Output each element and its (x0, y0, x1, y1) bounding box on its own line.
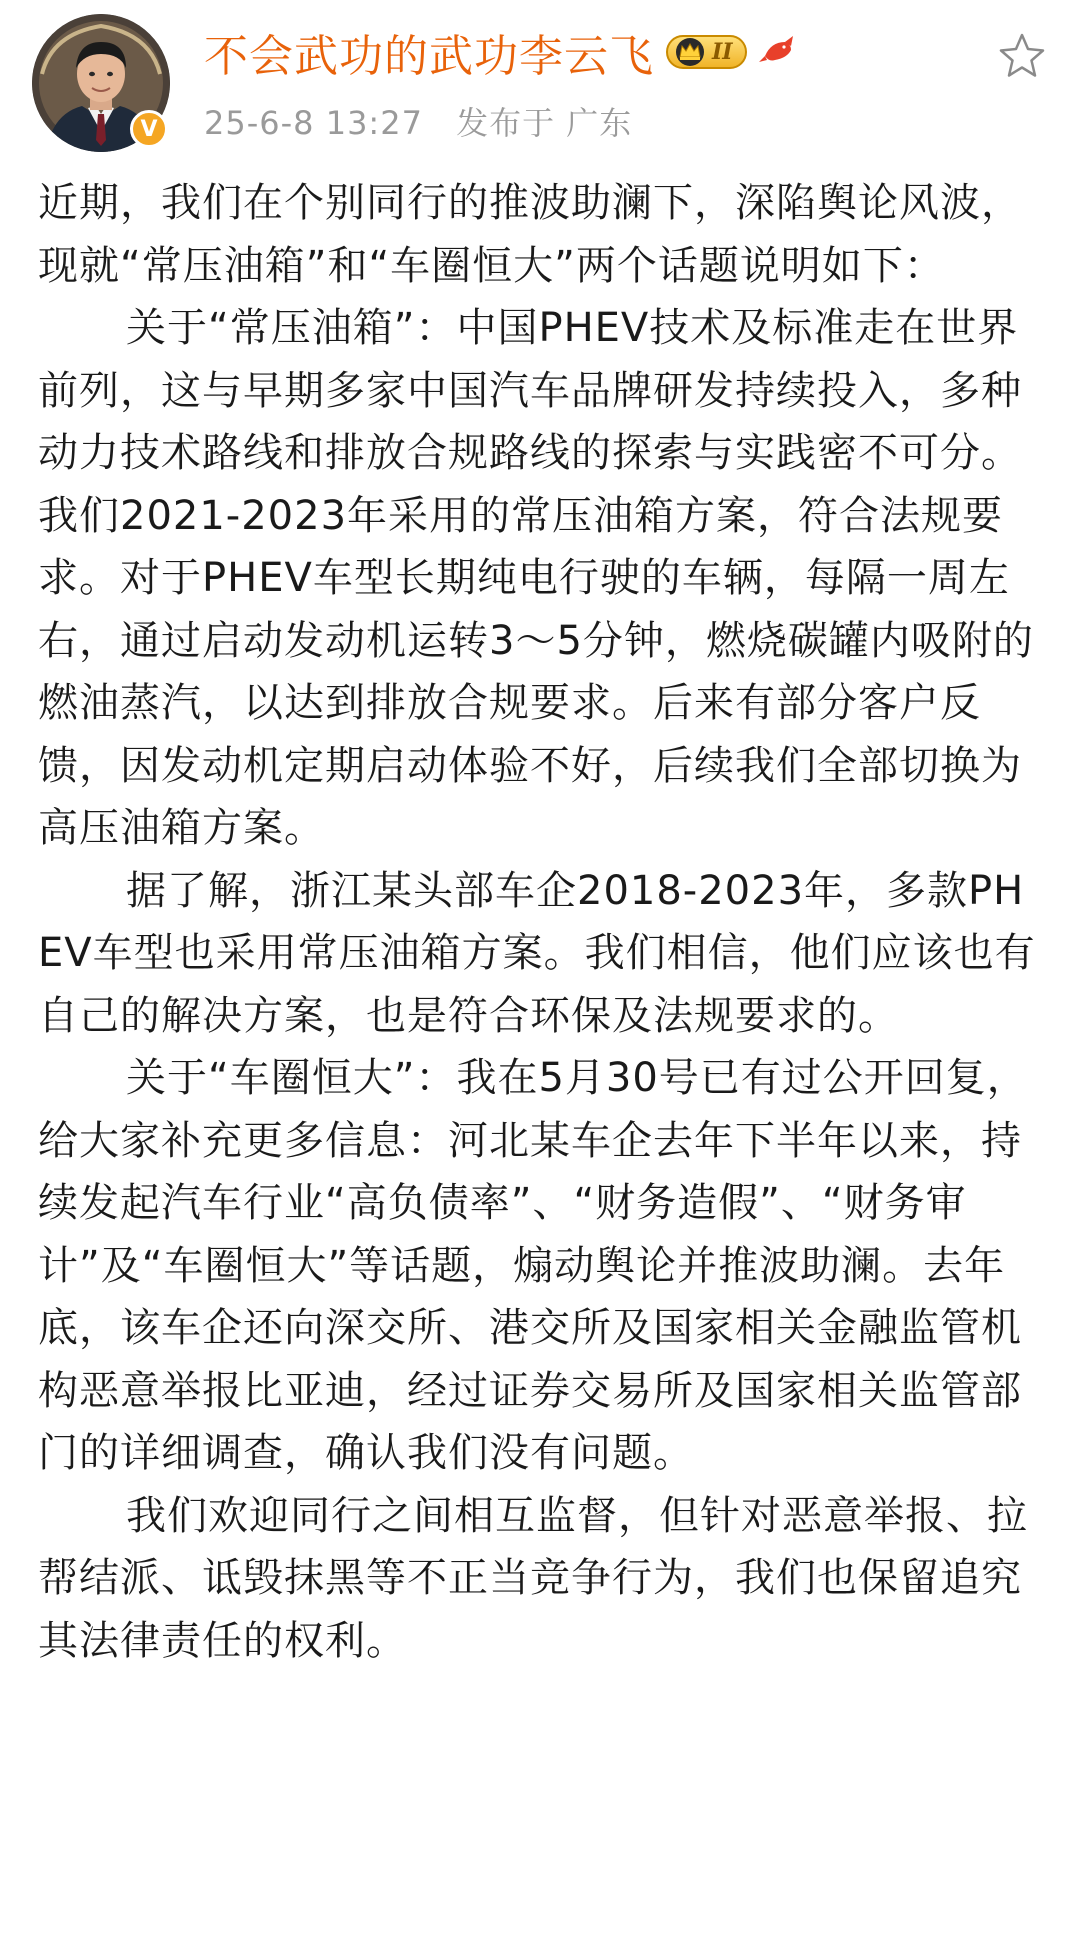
post-timestamp: 25-6-8 13:27 (204, 104, 423, 142)
verified-v-icon: V (130, 110, 168, 148)
post-paragraph-closing: 我们欢迎同行之间相互监督，但针对恶意举报、拉帮结派、诋毁抹黑等不正当竞争行为，我们也保留追究其法律责任的权利。 (38, 1492, 1028, 1664)
crown-badge-icon (672, 37, 708, 67)
post-location: 发布于 广东 (456, 104, 633, 142)
badge-level-text: II (712, 39, 733, 65)
post-paragraph-zhejiang: 据了解，浙江某头部车企2018-2023年，多款PHEV车型也采用常压油箱方案。我们相信，他们应该也有自己的解决方案，也是符合环保及法规要求的。 (38, 867, 1036, 1039)
koi-fish-icon (757, 32, 797, 72)
username[interactable]: 不会武功的武功李云飞 (204, 31, 654, 82)
star-outline-icon (996, 30, 1048, 82)
avatar[interactable] (32, 14, 170, 152)
member-level-badge (666, 35, 747, 69)
post-body (38, 172, 1048, 1672)
post-meta (204, 98, 632, 144)
favorite-button[interactable] (996, 30, 1048, 82)
post-header (0, 0, 1080, 160)
crown-badge[interactable] (666, 32, 747, 72)
username-row (204, 22, 797, 82)
post-paragraph-evergrande: 关于“车圈恒大”：我在5月30号已有过公开回复，给大家补充更多信息：河北某车企去年下半年以来，持续发起汽车行业“高负债率”、“财务造假”、“财务审计”及“车圈恒大”等话题，煽动舆论并推波助澜。去年底，该车企还向深交所、港交所及国家相关金融监管机构恶意举报比亚迪，经过证券交易所及国家相关监管部门的详细调查，确认我们没有问题。 (38, 1055, 1028, 1476)
post-paragraph-intro: 近期，我们在个别同行的推波助澜下，深陷舆论风波，现就“常压油箱”和“车圈恒大”两个话题说明如下： (38, 180, 1022, 289)
post-paragraph-fuel-tank: 关于“常压油箱”：中国PHEV技术及标准走在世界前列，这与早期多家中国汽车品牌研发持续投入，多种动力技术路线和排放合规路线的探索与实践密不可分。我们2021-2023年采用的常压油箱方案，符合法规要求。对于PHEV车型长期纯电行驶的车辆，每隔一周左右，通过启动发动机运转3～5分钟，燃烧碳罐内吸附的燃油蒸汽，以达到排放合规要求。后来有部分客户反馈，因发动机定期启动体验不好，后续我们全部切换为高压油箱方案。 (38, 305, 1034, 851)
